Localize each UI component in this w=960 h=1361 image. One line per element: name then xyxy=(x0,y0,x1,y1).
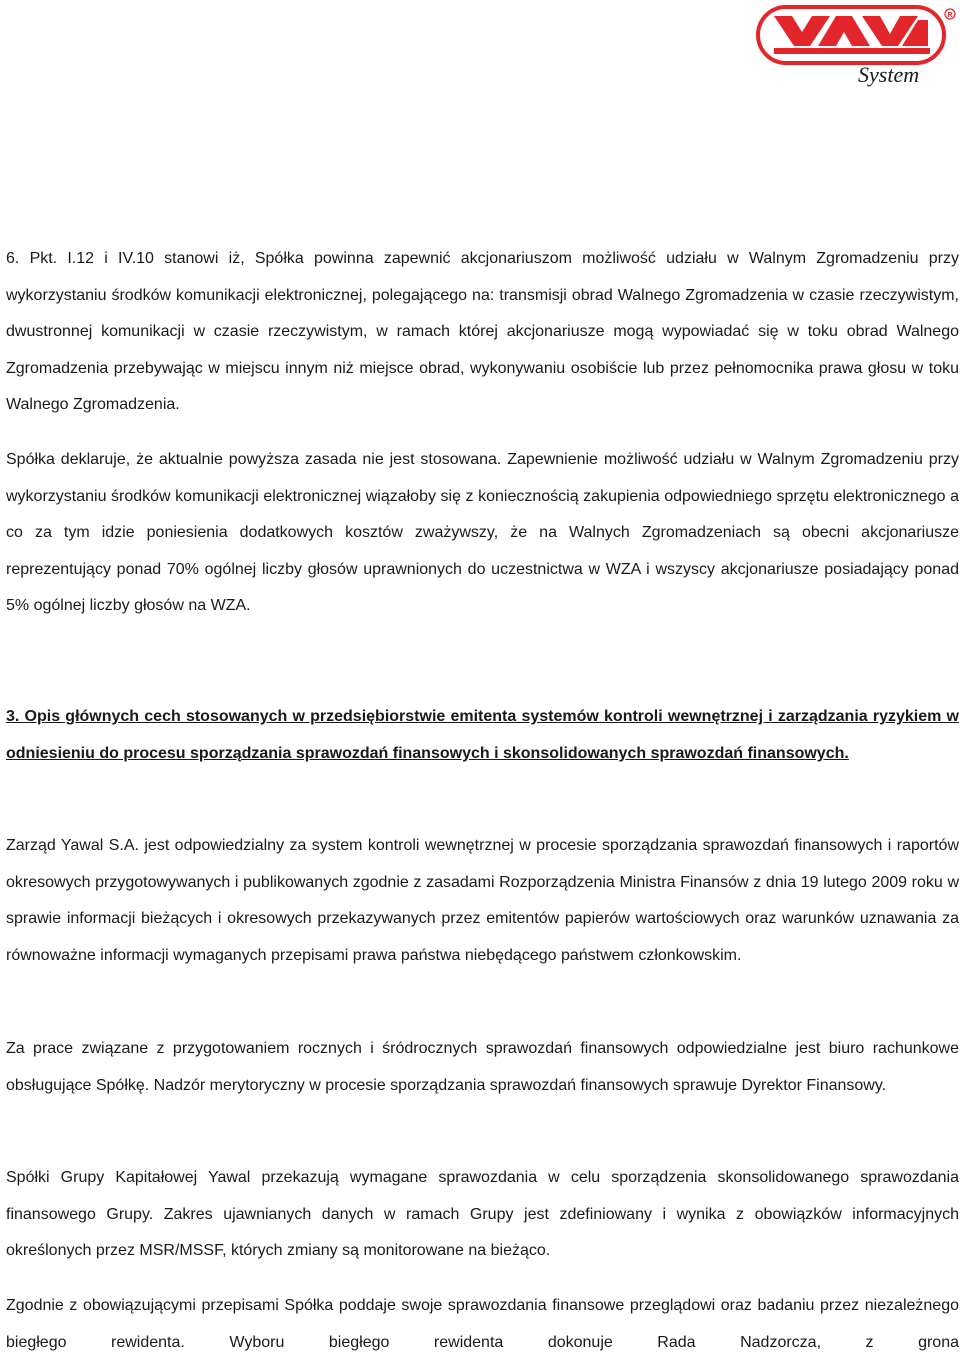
paragraph-audit: Zgodnie z obowiązującymi przepisami Spółka poddaje swoje sprawozdania finansowe przeglądowi oraz badaniu przez niezależnego biegłego rewidenta. Wyboru biegłego rewidenta dokonuje Rada Nadzorcza, z grona xyxy=(6,1297,959,1351)
paragraph-accounting: Za prace związane z przygotowaniem rocznych i śródrocznych sprawozdań finansowych odpowiedzialne jest biuro rachunkowe obsługujące Spółkę. Nadzór merytoryczny w procesie sporządzania sprawozdań finansowych sprawuje Dyrektor Finansowy. xyxy=(6,1040,959,1094)
paragraph-group: Spółki Grupy Kapitałowej Yawal przekazują wymagane sprawozdania w celu sporządzenia skonsolidowanego sprawozdania finansowego Grupy. Zakres ujawnianych danych w ramach Grupy jest zdefiniowany i wynika z obowiązków informacyjnych określonych przez MSR/MSSF, których zmiany są monitorowane na bieżąco. xyxy=(6,1169,959,1260)
yawal-system-logo xyxy=(752,2,958,88)
paragraph-principle: 6. Pkt. I.12 i IV.10 stanowi iż, Spółka powinna zapewnić akcjonariuszom możliwość udziału w Walnym Zgromadzeniu przy wykorzystaniu środków komunikacji elektronicznej, polegającego na: transmisji obrad Walnego Zgromadzenia w czasie rzeczywistym, dwustronnej komunikacji w czasie rzeczywistym, w ramach której akcjonariusze mogą wypowiadać się w toku obrad Walnego Zgromadzenia przebywając w miejscu innym niż miejsce obrad, wykonywaniu osobiście lub przez pełnomocnika prawa głosu w toku Walnego Zgromadzenia. xyxy=(6,250,959,414)
section-heading: 3. Opis głównych cech stosowanych w przedsiębiorstwie emitenta systemów kontroli wewnętrznej i zarządzania ryzykiem w odniesieniu do procesu sporządzania sprawozdań finansowych i skonsolidowanych sprawozdań finansowych. xyxy=(6,708,959,762)
svg-text:R: R xyxy=(947,12,953,19)
paragraph-declaration: Spółka deklaruje, że aktualnie powyższa zasada nie jest stosowana. Zapewnienie możliwość udziału w Walnym Zgromadzeniu przy wykorzystaniu środków komunikacji elektronicznej wiązałoby się z koniecznością zakupienia odpowiedniego sprzętu elektronicznego a co za tym idzie poniesienia dodatkowych kosztów zważywszy, że na Walnych Zgromadzeniach są obecni akcjonariusze reprezentujący ponad 70% ogólnej liczby głosów uprawnionych do uczestnictwa w WZA i wszyscy akcjonariusze posiadający ponad 5% ogólnej liczby głosów na WZA. xyxy=(6,451,959,615)
logo-subtitle: System xyxy=(858,62,920,87)
paragraph-management: Zarząd Yawal S.A. jest odpowiedzialny za system kontroli wewnętrznej w procesie sporządzania sprawozdań finansowych i raportów okresowych przygotowywanych i publikowanych zgodnie z zasadami Rozporządzenia Ministra Finansów z dnia 19 lutego 2009 roku w sprawie informacji bieżących i okresowych przekazywanych przez emitentów papierów wartościowych oraz warunków uznawania za równoważne informacji wymaganych przepisami prawa państwa niebędącego państwem członkowskim. xyxy=(6,837,959,964)
